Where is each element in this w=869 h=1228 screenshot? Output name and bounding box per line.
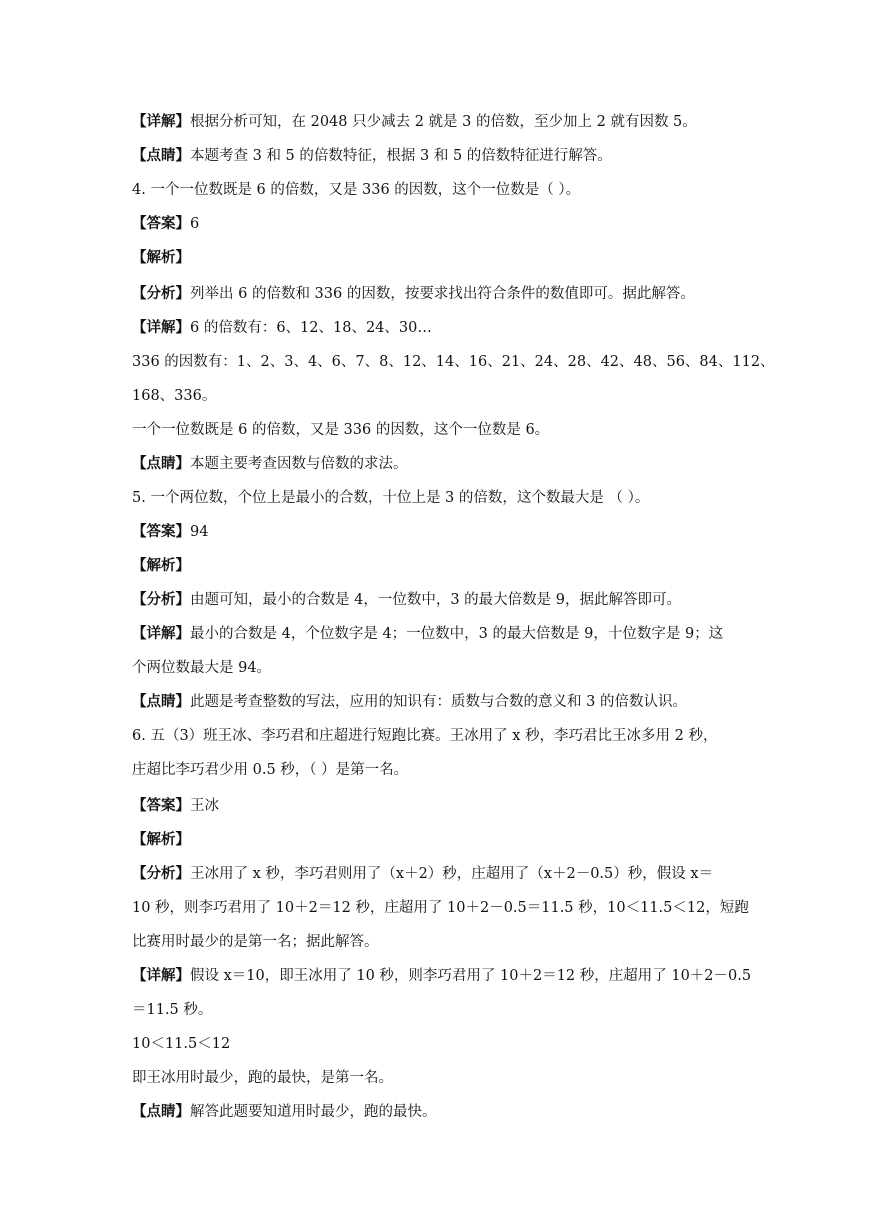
line-text: 94 bbox=[190, 524, 209, 540]
text-line bbox=[132, 318, 432, 338]
section-tag: 【点睛】 bbox=[132, 147, 190, 164]
text-line bbox=[132, 420, 549, 440]
question-line bbox=[132, 760, 408, 780]
line-text: 一个一位数既是 6 的倍数，又是 336 的因数，这个一位数是 6。 bbox=[132, 422, 550, 438]
section-tag: 【解析】 bbox=[132, 557, 190, 574]
text-line bbox=[132, 864, 713, 884]
line-text: 庄超比李巧君少用 0.5 秒，（ ）是第一名。 bbox=[132, 762, 409, 778]
text-line bbox=[132, 1068, 393, 1088]
section-tag: 【详解】 bbox=[132, 625, 190, 642]
line-text: 此题是考查整数的写法，应用的知识有：质数与合数的意义和 3 的倍数认识。 bbox=[190, 694, 687, 710]
line-text: 个两位数最大是 94。 bbox=[132, 660, 272, 676]
line-text: 即王冰用时最少，跑的最快，是第一名。 bbox=[132, 1070, 393, 1086]
section-tag: 【点睛】 bbox=[132, 1103, 190, 1120]
text-line bbox=[132, 1102, 437, 1122]
line-text: 王冰用了 x 秒，李巧君则用了（x＋2）秒，庄超用了（x＋2－0.5）秒，假设 x＝ bbox=[190, 866, 714, 882]
line-text: 10 秒，则李巧君用了 10＋2＝12 秒，庄超用了 10＋2－0.5＝11.5 秒，10＜11.5＜12，短跑 bbox=[132, 900, 749, 916]
line-text: 4. 一个一位数既是 6 的倍数，又是 336 的因数，这个一位数是（ ）。 bbox=[132, 182, 581, 198]
text-line bbox=[132, 248, 190, 268]
section-tag: 【分析】 bbox=[132, 591, 190, 608]
line-text: 6 bbox=[190, 216, 200, 232]
line-text: 6 的倍数有：6、12、18、24、30… bbox=[190, 320, 432, 336]
line-text: 10＜11.5＜12 bbox=[132, 1036, 231, 1052]
text-line bbox=[132, 556, 190, 576]
section-tag: 【点睛】 bbox=[132, 455, 190, 472]
section-tag: 【答案】 bbox=[132, 797, 190, 814]
section-tag: 【详解】 bbox=[132, 967, 190, 984]
text-line bbox=[132, 590, 681, 610]
text-line bbox=[132, 284, 695, 304]
text-line bbox=[132, 692, 687, 712]
section-tag: 【答案】 bbox=[132, 523, 190, 540]
text-line bbox=[132, 796, 219, 816]
text-line bbox=[132, 1034, 230, 1054]
text-line bbox=[132, 966, 751, 986]
line-text: 王冰 bbox=[190, 798, 219, 814]
section-tag: 【分析】 bbox=[132, 285, 190, 302]
text-line bbox=[132, 830, 190, 850]
line-text: 本题主要考查因数与倍数的求法。 bbox=[190, 456, 408, 472]
line-text: 168、336。 bbox=[132, 388, 217, 404]
text-line bbox=[132, 386, 216, 406]
text-line bbox=[132, 522, 208, 542]
line-text: 336 的因数有：1、2、3、4、6、7、8、12、14、16、21、24、28、42、48、56、84、112、 bbox=[132, 354, 775, 370]
text-line bbox=[132, 1000, 212, 1020]
section-tag: 【分析】 bbox=[132, 865, 190, 882]
section-tag: 【解析】 bbox=[132, 831, 190, 848]
line-text: 由题可知，最小的合数是 4，一位数中，3 的最大倍数是 9，据此解答即可。 bbox=[190, 592, 682, 608]
line-text: 假设 x＝10，即王冰用了 10 秒，则李巧君用了 10＋2＝12 秒，庄超用了 10＋2－0.5 bbox=[190, 968, 752, 984]
text-line bbox=[132, 112, 697, 132]
line-text: 5. 一个两位数，个位上是最小的合数，十位上是 3 的倍数，这个数最大是 （ ）。 bbox=[132, 490, 650, 506]
line-text: 根据分析可知，在 2048 只少减去 2 就是 3 的倍数，至少加上 2 就有因数 5。 bbox=[190, 114, 697, 130]
question-line bbox=[132, 726, 718, 746]
text-line bbox=[132, 454, 408, 474]
line-text: 6. 五（3）班王冰、李巧君和庄超进行短跑比赛。王冰用了 x 秒，李巧君比王冰多用 2 秒， bbox=[132, 728, 718, 744]
section-tag: 【解析】 bbox=[132, 249, 190, 266]
text-line bbox=[132, 658, 271, 678]
line-text: 本题考查 3 和 5 的倍数特征，根据 3 和 5 的倍数特征进行解答。 bbox=[190, 148, 612, 164]
line-text: 列举出 6 的倍数和 336 的因数，按要求找出符合条件的数值即可。据此解答。 bbox=[190, 286, 695, 302]
line-text: 解答此题要知道用时最少，跑的最快。 bbox=[190, 1104, 437, 1120]
question-line bbox=[132, 488, 649, 508]
line-text: 最小的合数是 4，个位数字是 4；一位数中，3 的最大倍数是 9，十位数字是 9；这 bbox=[190, 626, 724, 642]
section-tag: 【点睛】 bbox=[132, 693, 190, 710]
text-line bbox=[132, 624, 723, 644]
section-tag: 【详解】 bbox=[132, 113, 190, 130]
text-line bbox=[132, 214, 199, 234]
text-line bbox=[132, 146, 612, 166]
section-tag: 【详解】 bbox=[132, 319, 190, 336]
text-line bbox=[132, 932, 379, 952]
text-line bbox=[132, 352, 775, 372]
line-text: ＝11.5 秒。 bbox=[132, 1002, 213, 1018]
text-line bbox=[132, 898, 749, 918]
section-tag: 【答案】 bbox=[132, 215, 190, 232]
line-text: 比赛用时最少的是第一名；据此解答。 bbox=[132, 934, 379, 950]
question-line bbox=[132, 180, 580, 200]
